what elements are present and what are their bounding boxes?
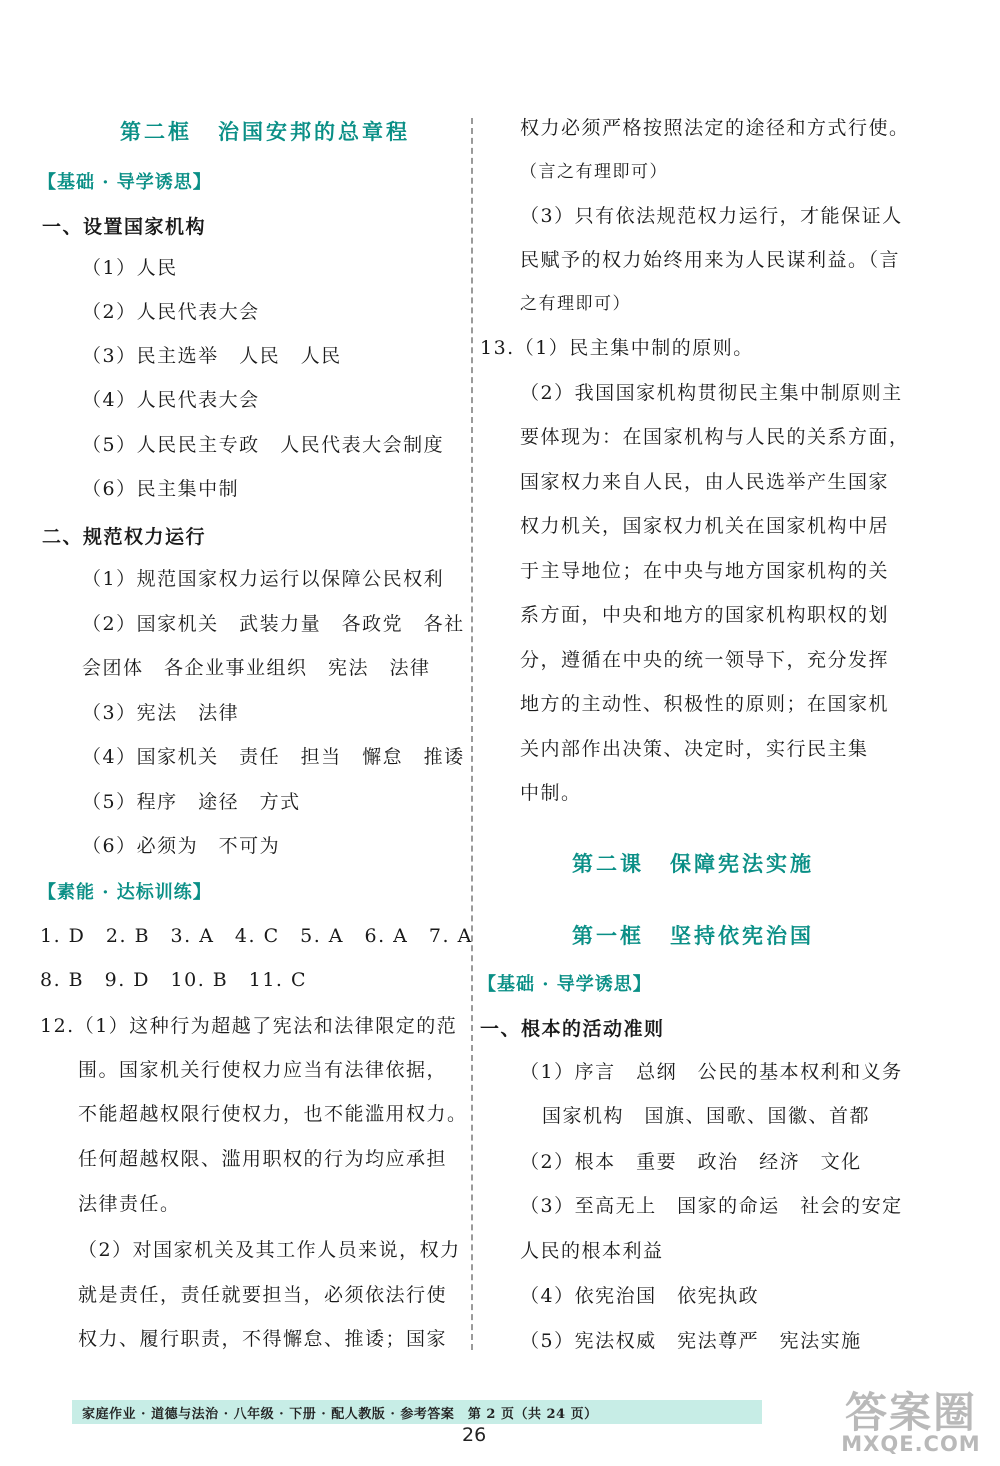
answer-line: （3）只有依法规范权力运行，才能保证人 bbox=[520, 205, 903, 227]
footer-caption: 家庭作业 · 道德与法治 · 八年级 · 下册 · 配人教版 · 参考答案 第 2 页（共 24 页） bbox=[82, 1407, 598, 1422]
answer-line: （3）至高无上 国家的命运 社会的安定 bbox=[520, 1195, 903, 1217]
answer-line: 权力必须严格按照法定的途径和方式行使。 bbox=[520, 117, 910, 139]
watermark-bottom-text: MXQE.COM bbox=[841, 1432, 981, 1456]
lesson-title bbox=[572, 848, 814, 878]
answer-line: （4）国家机关 责任 担当 懈怠 推诿 bbox=[82, 746, 465, 768]
answer-line: 之有理即可） bbox=[520, 294, 631, 314]
page-number: 26 bbox=[462, 1424, 487, 1446]
answer-line: 任何超越权限、滥用职权的行为均应承担 bbox=[78, 1148, 448, 1170]
tag-basic-guide: 【基础 · 导学诱思】 bbox=[38, 172, 212, 193]
answer-line: 13.（1）民主集中制的原则。 bbox=[480, 337, 754, 359]
title-text: 治国安邦的总章程 bbox=[218, 119, 410, 144]
lesson-label: 第二课 bbox=[572, 851, 644, 876]
answer-line: （5）程序 途径 方式 bbox=[82, 791, 301, 813]
answer-line: （6）民主集中制 bbox=[82, 478, 240, 500]
title-label: 第二框 bbox=[120, 119, 192, 144]
answer-line: 地方的主动性、积极性的原则；在国家机 bbox=[520, 693, 890, 715]
answer-line: 国家机构 国旗、国歌、国徽、首都 bbox=[542, 1105, 871, 1127]
tag-skills-training: 【素能 · 达标训练】 bbox=[38, 882, 212, 903]
answer-line: 人民的根本利益 bbox=[520, 1240, 664, 1262]
lesson-text: 保障宪法实施 bbox=[670, 851, 814, 876]
frame-text: 坚持依宪治国 bbox=[670, 923, 814, 948]
answer-line: （3）宪法 法律 bbox=[82, 702, 240, 724]
section-title-frame1 bbox=[572, 920, 814, 950]
answer-line: 民赋予的权力始终用来为人民谋利益。（言 bbox=[520, 249, 901, 271]
column-divider bbox=[471, 118, 473, 1350]
answer-line: （2）对国家机关及其工作人员来说，权力 bbox=[78, 1239, 461, 1261]
choice-answers: 8. B 9. D 10. B 11. C bbox=[40, 969, 308, 991]
answer-line: 分，遵循在中央的统一领导下，充分发挥 bbox=[520, 649, 890, 671]
heading-fundamental-rule: 一、根本的活动准则 bbox=[480, 1018, 665, 1040]
section-title-frame2 bbox=[120, 116, 410, 146]
answer-line: 就是责任，责任就要担当，必须依法行使 bbox=[78, 1284, 448, 1306]
answer-line: （2）我国国家机构贯彻民主集中制原则主 bbox=[520, 382, 903, 404]
answer-line: （2）国家机关 武装力量 各政党 各社 bbox=[82, 613, 465, 635]
watermark-logo bbox=[836, 1376, 986, 1460]
answer-line: （5）宪法权威 宪法尊严 宪法实施 bbox=[520, 1330, 862, 1352]
answer-line: 系方面，中央和地方的国家机构职权的划 bbox=[520, 604, 890, 626]
answer-line: 围。国家机关行使权力应当有法律依据， bbox=[78, 1059, 448, 1081]
answer-line: （5）人民民主专政 人民代表大会制度 bbox=[82, 434, 445, 456]
answer-line: （6）必须为 不可为 bbox=[82, 835, 281, 857]
answer-line: 关内部作出决策、决定时，实行民主集 bbox=[520, 738, 869, 760]
frame-label: 第一框 bbox=[572, 923, 644, 948]
answer-line: （4）依宪治国 依宪执政 bbox=[520, 1285, 760, 1307]
tag-basic-guide: 【基础 · 导学诱思】 bbox=[478, 974, 652, 995]
answer-line: （1）序言 总纲 公民的基本权利和义务 bbox=[520, 1061, 903, 1083]
answer-line: （1）人民 bbox=[82, 257, 178, 279]
answer-line: （2）根本 重要 政治 经济 文化 bbox=[520, 1151, 862, 1173]
heading-set-up-state-organs: 一、设置国家机构 bbox=[42, 216, 207, 238]
answer-line: 不能超越权限行使权力，也不能滥用权力。 bbox=[78, 1103, 468, 1125]
choice-answers: 1. D 2. B 3. A 4. C 5. A 6. A 7. A bbox=[40, 925, 473, 947]
answer-line: （3）民主选举 人民 人民 bbox=[82, 345, 342, 367]
answer-line: 于主导地位；在中央与地方国家机构的关 bbox=[520, 560, 890, 582]
answer-line: （4）人民代表大会 bbox=[82, 389, 260, 411]
answer-line: 权力机关，国家权力机关在国家机构中居 bbox=[520, 515, 890, 537]
answer-line: 要体现为：在国家机构与人民的关系方面， bbox=[520, 426, 910, 448]
watermark-top-text: 答案圈 bbox=[844, 1388, 977, 1437]
answer-line: 权力、履行职责，不得懈怠、推诿；国家 bbox=[78, 1328, 448, 1350]
answer-line: 会团体 各企业事业组织 宪法 法律 bbox=[82, 657, 431, 679]
answer-line: 12.（1）这种行为超越了宪法和法律限定的范 bbox=[40, 1015, 458, 1037]
answer-line: （1）规范国家权力运行以保障公民权利 bbox=[82, 568, 445, 590]
answer-line: 法律责任。 bbox=[78, 1193, 181, 1215]
answer-line: 国家权力来自人民，由人民选举产生国家 bbox=[520, 471, 890, 493]
answer-line: 中制。 bbox=[520, 782, 582, 804]
answer-line: （言之有理即可） bbox=[520, 162, 668, 182]
answer-line: （2）人民代表大会 bbox=[82, 301, 260, 323]
heading-regulate-power: 二、规范权力运行 bbox=[42, 526, 207, 548]
